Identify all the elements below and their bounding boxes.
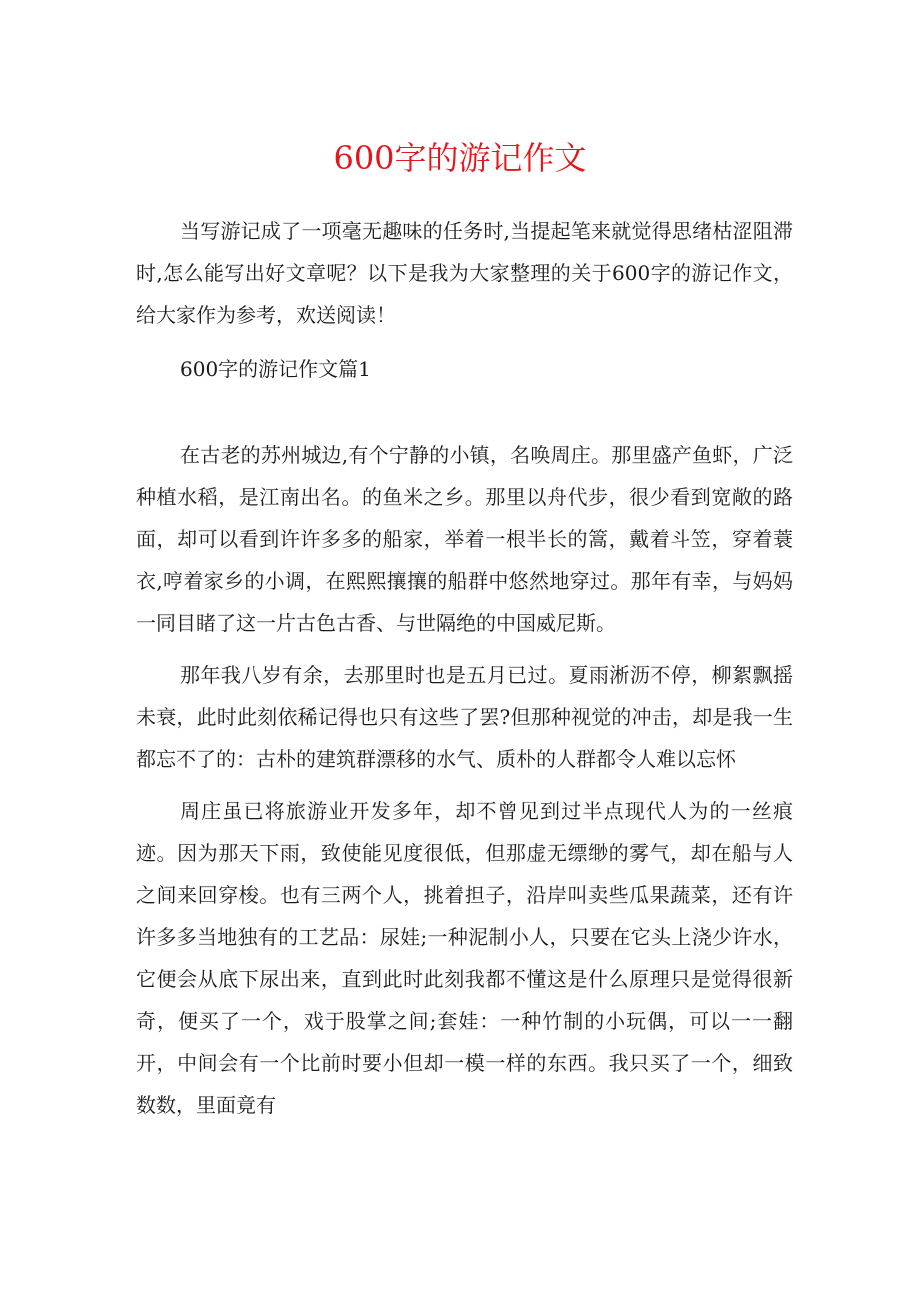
intro-paragraph: 当写游记成了一项毫无趣味的任务时,当提起笔来就觉得思绪枯涩阻滞时,怎么能写出好文章呢？以下是我为大家整理的关于600字的游记作文，给大家作为参考，欢送阅读！ <box>136 219 793 327</box>
document-title: 600字的游记作文 <box>333 139 587 177</box>
section-heading: 600字的游记作文篇1 <box>180 357 371 381</box>
body-paragraph: 周庄虽已将旅游业开发多年，却不曾见到过半点现代人为的一丝痕迹。因为那天下雨，致使能见度很低，但那虚无缥缈的雾气，却在船与人之间来回穿梭。也有三两个人，挑着担子，沿岸叫卖些瓜果蔬菜，还有许许多多当地独有的工艺品：尿娃;一种泥制小人，只要在它头上浇少许水，它便会从底下尿出来，直到此时此刻我都不懂这是什么原理只是觉得很新奇，便买了一个，戏于股掌之间;套娃：一种竹制的小玩偶，可以一一翻开，中间会有一个比前时要小但却一模一样的东西。我只买了一个，细致数数，里面竟有 <box>136 799 793 1117</box>
body-paragraph: 那年我八岁有余，去那里时也是五月已过。夏雨淅沥不停，柳絮飘摇未衰，此时此刻依稀记得也只有这些了罢?但那种视觉的冲击，却是我一生都忘不了的：古朴的建筑群漂移的水气、质朴的人群都令人难以忘怀 <box>136 663 793 771</box>
body-paragraph: 在古老的苏州城边,有个宁静的小镇，名唤周庄。那里盛产鱼虾，广泛种植水稻，是江南出名。的鱼米之乡。那里以舟代步，很少看到宽敞的路面，却可以看到许许多多的船家，举着一根半长的篙，戴着斗笠，穿着蓑衣,哼着家乡的小调，在熙熙攘攘的船群中悠然地穿过。那年有幸，与妈妈一同目睹了这一片古色古香、与世隔绝的中国威尼斯。 <box>136 443 793 635</box>
document-body <box>136 210 793 1136</box>
